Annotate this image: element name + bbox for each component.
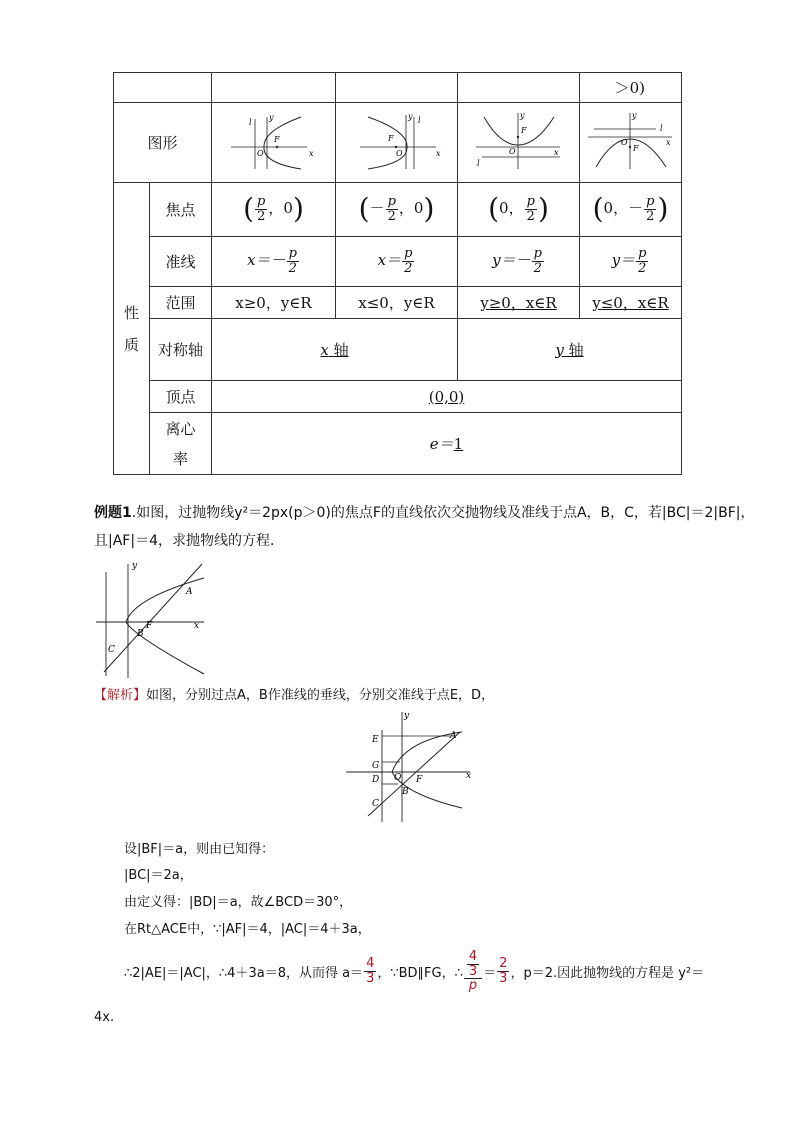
sol-fig-label-c: C <box>372 799 379 809</box>
fraction-two-thirds: $\frac{2}{3}$ <box>499 956 508 986</box>
label-y: y <box>519 110 525 120</box>
sol-fig-label-f: F <box>416 775 423 785</box>
sol-fig-label-y: y <box>404 711 410 721</box>
eccentricity-label-2: 率 <box>172 449 188 468</box>
label-f: F <box>632 143 639 153</box>
focus-up: (0， $\frac{p}{2}$ ) <box>458 183 580 237</box>
fraction-ratio: $\frac{\frac{4}{3}}{p}$ <box>464 950 482 993</box>
label-o: O <box>620 137 628 147</box>
solution-line-3: 由定义得：|BD|＝a，故∠BCD＝30°， <box>124 895 353 910</box>
graph-left-svg <box>352 111 442 171</box>
solution-line-4: 在Rt△ACE中，∵|AF|＝4，|AC|＝4＋3a， <box>124 922 371 937</box>
eccentricity-label-1: 离心 <box>165 419 196 438</box>
fig-label-b: B <box>137 629 144 639</box>
graph-up-svg <box>474 111 564 171</box>
focus-right: ( $\frac{p}{2}$ ，0) <box>212 183 336 237</box>
solution-line-5c: ＝ <box>483 965 497 981</box>
fig-label-f: F <box>146 621 153 631</box>
fig-label-y: y <box>132 561 138 571</box>
label-x: x <box>435 148 441 158</box>
label-f: F <box>520 125 527 135</box>
eccentricity-label <box>150 413 212 475</box>
graph-opens-left <box>336 103 458 183</box>
solution-line-2: |BC|＝2a， <box>124 868 193 883</box>
parabola-properties-table <box>113 72 682 475</box>
range-right: x≥0，y∈R <box>212 287 336 319</box>
solution-line-1: 设|BF|＝a，则由已知得： <box>124 842 275 857</box>
vertex-label: 顶点 <box>150 381 212 413</box>
solution-line-5 <box>124 950 704 993</box>
fig-label-c: C <box>108 645 115 655</box>
graph-down-svg <box>586 111 676 171</box>
solution-line-5d: ，p＝2.因此抛物线的方程是 y²＝ <box>510 965 705 981</box>
properties-label <box>114 183 150 475</box>
solution-line-6: 4x. <box>94 1010 115 1025</box>
directrix-right: x＝－ $\frac{p}{2}$ <box>212 237 336 287</box>
solution-intro: 如图，分别过点A，B作准线的垂线，分别交准线于点E，D， <box>146 688 495 703</box>
range-left: x≤0，y∈R <box>336 287 458 319</box>
example-title: 例题1 <box>94 505 132 521</box>
symmetry-label: 对称轴 <box>150 319 212 381</box>
range-label: 范围 <box>150 287 212 319</box>
range-up: y≥0，x∈R <box>458 287 580 319</box>
table-row-shape <box>114 103 682 183</box>
shape-label: 图形 <box>114 103 212 183</box>
label-l: l <box>248 117 252 127</box>
graph-right-svg <box>229 111 319 171</box>
solution-line-5b: ，∵BD∥FG，∴ <box>377 965 463 981</box>
solution-intro-line <box>94 684 494 703</box>
table-row-range <box>114 287 682 319</box>
range-down: y≤0，x∈R <box>580 287 682 319</box>
focus-label: 焦点 <box>150 183 212 237</box>
label-f: F <box>387 133 394 143</box>
table-row-directrix <box>114 237 682 287</box>
example-text-1: .如图，过抛物线y²＝2px(p＞0)的焦点F的直线依次交抛物线及准线于点A，B，C，若|BC|＝2|BF|， <box>131 505 755 521</box>
label-y: y <box>631 110 637 120</box>
label-o: O <box>395 148 403 158</box>
label-l: l <box>659 123 663 133</box>
table-row-symmetry <box>114 319 682 381</box>
sol-fig-label-x: x <box>466 771 472 781</box>
table-row-eccentricity <box>114 413 682 475</box>
symmetry-y: y 轴 <box>458 319 682 381</box>
solution-figure <box>340 706 480 826</box>
directrix-up: y＝－ $\frac{p}{2}$ <box>458 237 580 287</box>
fig-label-a: A <box>186 587 193 597</box>
example-line-1 <box>94 502 754 522</box>
label-x: x <box>665 137 671 147</box>
label-f: F <box>273 134 280 144</box>
label-o: O <box>256 148 264 158</box>
focus-left: (－ $\frac{p}{2}$ ，0) <box>336 183 458 237</box>
header-note: ＞0) <box>580 73 682 103</box>
fraction-a: $\frac{4}{3}$ <box>366 956 375 986</box>
directrix-left: x＝ $\frac{p}{2}$ <box>336 237 458 287</box>
sol-fig-label-a: A <box>450 731 457 741</box>
graph-opens-right <box>212 103 336 183</box>
symmetry-x: x 轴 <box>212 319 458 381</box>
fig-label-x: x <box>194 621 200 631</box>
label-x: x <box>308 148 314 158</box>
directrix-down: y＝ $\frac{p}{2}$ <box>580 237 682 287</box>
label-y: y <box>268 112 274 122</box>
example-figure <box>94 556 214 680</box>
properties-label-2: 质 <box>123 335 139 354</box>
focus-down: (0，－ $\frac{p}{2}$ ) <box>580 183 682 237</box>
label-l: l <box>417 115 421 125</box>
label-o: O <box>508 146 516 156</box>
eccentricity-value: e＝1 <box>212 413 682 475</box>
table-header-row <box>114 73 682 103</box>
graph-opens-down <box>580 103 682 183</box>
directrix-label: 准线 <box>150 237 212 287</box>
sol-fig-label-e: E <box>372 735 379 745</box>
sol-fig-label-g: G <box>372 761 380 771</box>
label-y: y <box>407 111 413 121</box>
graph-opens-up <box>458 103 580 183</box>
table-row-focus <box>114 183 682 237</box>
solution-tag: 【解析】 <box>94 688 147 703</box>
solution-line-5a: ∴2|AE|＝|AC|，∴4＋3a＝8，从而得 a＝ <box>124 965 364 981</box>
example-line-2: 且|AF|＝4，求抛物线的方程． <box>94 533 284 549</box>
label-l: l <box>476 158 480 168</box>
properties-label-1: 性 <box>123 303 139 322</box>
label-x: x <box>553 147 559 157</box>
sol-fig-label-d: D <box>372 775 380 785</box>
sol-fig-label-o: O <box>394 773 402 783</box>
sol-fig-label-b: B <box>402 787 409 797</box>
vertex-value: (0,0) <box>212 381 682 413</box>
table-row-vertex <box>114 381 682 413</box>
